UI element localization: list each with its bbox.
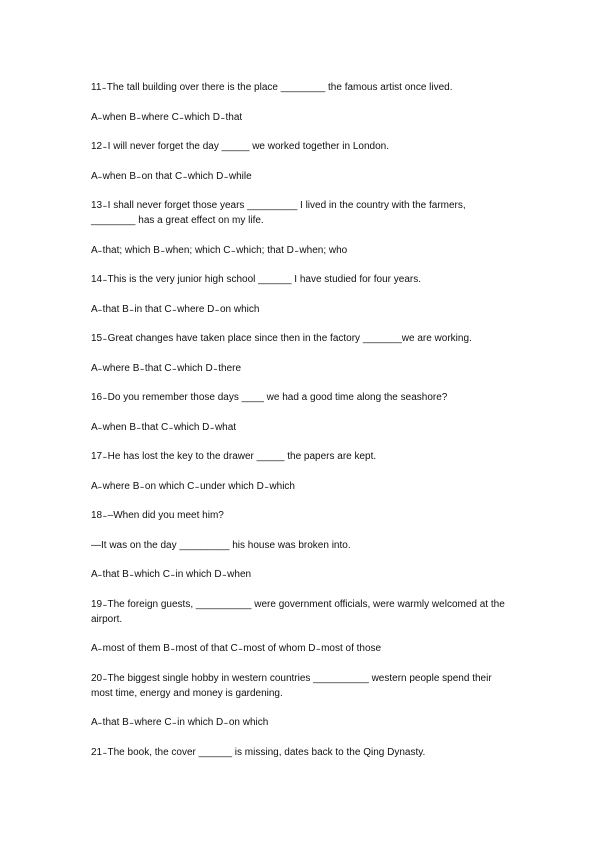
options-11: A ̵ when B ̵ where C ̵ which D ̵ that xyxy=(91,111,243,123)
question-18: 18 ̵ –When did you meet him? xyxy=(91,510,224,521)
question-11: 11 ̵ The tall building over there is the place ________ the famous artist once lived. xyxy=(91,82,453,93)
question-12: 12 ̵ I will never forget the day _____ we worked together in London. xyxy=(91,141,389,152)
question-16: 16 ̵ Do you remember those days ____ we had a good time along the seashore? xyxy=(91,392,448,403)
dialog-18: —It was on the day _________ his house was broken into. xyxy=(91,539,351,551)
options-17: A ̵ where B ̵ on which C ̵ under which D ̵ which xyxy=(91,480,295,492)
options-19: A ̵ most of them B ̵ most of that C ̵ most of whom D ̵ most of those xyxy=(91,643,382,654)
options-13: A ̵ that; which B ̵ when; which C ̵ which; that D ̵ when; who xyxy=(91,244,348,256)
options-14: A ̵ that B ̵ in that C ̵ where D ̵ on which xyxy=(91,303,260,315)
options-20: A ̵ that B ̵ where C ̵ in which D ̵ on which xyxy=(91,717,269,728)
question-20: 20 ̵ The biggest single hobby in western countries __________ western people spend their most time, energy and money is gardening. xyxy=(91,672,495,699)
options-16: A ̵ when B ̵ that C ̵ which D ̵ what xyxy=(91,421,237,433)
question-19: 19 ̵ The foreign guests, __________ were government officials, were warmly welcomed at the airport. xyxy=(91,598,508,625)
question-13: 13 ̵ I shall never forget those years _________ I lived in the country with the farmers, ________ has a great effect on my life. xyxy=(91,200,469,226)
options-18: A ̵ that B ̵ which C ̵ in which D ̵ when xyxy=(91,569,252,580)
exercise-list xyxy=(91,80,511,774)
question-15: 15 ̵ Great changes have taken place since then in the factory _______we are working. xyxy=(91,333,472,344)
question-14: 14 ̵ This is the very junior high school ______ I have studied for four years. xyxy=(91,274,422,285)
question-17: 17 ̵ He has lost the key to the drawer _____ the papers are kept. xyxy=(91,451,377,462)
options-12: A ̵ when B ̵ on that C ̵ which D ̵ while xyxy=(91,170,252,182)
question-21: 21 ̵ The book, the cover ______ is missing, dates back to the Qing Dynasty. xyxy=(91,746,426,758)
options-15: A ̵ where B ̵ that C ̵ which D ̵ there xyxy=(91,362,242,374)
